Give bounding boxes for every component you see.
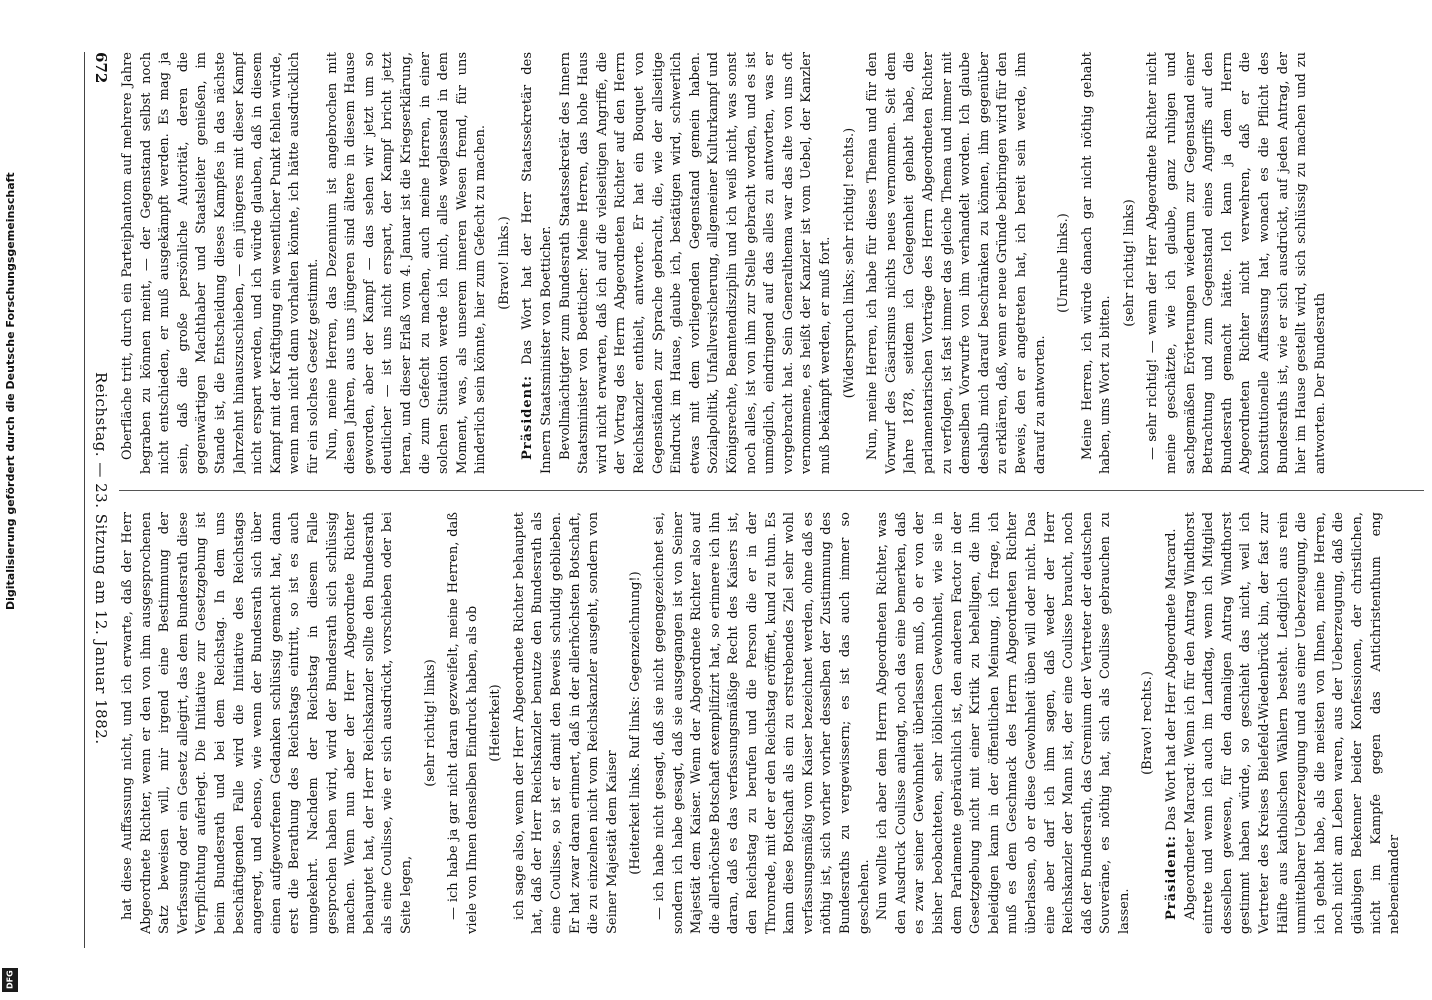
stage-direction: (Bravo! rechts.): [1140, 671, 1156, 775]
paragraph: [1163, 512, 1182, 934]
paragraph-text: Nun wollte ich aber dem Herrn Abgeordneten Richter, was den Ausdruck Coulisse anlangt, noch das eine bemerken, daß es zwar seiner Gewohnheit überlassen muß, ob er von der bisher beobachteten, sehr löblichen Gewohnheit, wie sie in dem Parlamente gebräuchlich ist, den anderen Factor in der Gesetzgebung nicht mit einer Kritik zu behelligen, die ihn beleidigen kann in der öffentlichen Meinung, ich frage, ich muß es dem Geschmack des Herrn Abgeordneten Richter überlassen, ob er diese Gewohnheit üben will oder nicht. Das eine aber darf ich ihm sagen, daß weder der Herr Reichskanzler der Mann ist, der eine Coulisse braucht, noch daß der Bundesrath, das Gremium der Vertreter der deutschen Souveräne, es nöthig hat, sich als Coulisse gebrauchen zu lassen.: [875, 512, 1132, 934]
paragraph: [1079, 52, 1116, 474]
paragraph-text: Oberfläche tritt, durch ein Parteiphantom auf mehrere Jahre begraben zu können meint, — der Gegenstand selbst noch nicht entschieden, er muß ausgekämpft werden. Es mag ja sein, daß die große persönliche Autorität, deren die gegenwärtigen Machthaber und Staatsleiter genießen, im Stande ist, die Entscheidung dieses Kampfes in das nächste Jahrzehnt hinauszuschieben, — ein jüngeres mit dieser Kampf nicht erspart werden, und ich würde glauben, daß in diesem Kampf mit der Kräftigung ein wesentlicher Punkt fehlen würde, wenn man nicht dann vorhalten könnte, ich hätte ausdrücklich für ein solches Gesetz gestimmt.: [120, 52, 321, 474]
speaker-label: Präsident:: [1164, 835, 1180, 920]
paragraph: [874, 512, 1134, 934]
left-column: [119, 52, 1424, 474]
paragraph-text: Nun, meine Herren, das Dezennium ist angebrochen mit diesen Jahren, aus uns jüngeren sind ältere in diesem Hause geworden, aber der Kampf — das sehen wir jetzt um so deutlicher — ist uns nicht erspart, der Kampf bricht jetzt heran, und dieser Erlaß vom 4. Januar ist die Kriegserklärung, die zum Gefecht zu machen, auch meine Herren, in einer solchen Situation werde ich mich, alles weglassend in dem Moment, was, als unserem inneren Wesen fremd, für uns hinderlich sein könnte, hier zum Gefecht zu machen.: [324, 52, 489, 474]
paragraph: [519, 52, 556, 474]
paragraph: [1182, 512, 1405, 934]
paragraph-text: — ich habe ja gar nicht daran gezweifelt, meine Herren, daß viele von Ihnen denselben Eindruck haben, als ob: [446, 512, 480, 934]
stage-direction: (sehr richtig! links): [422, 659, 438, 787]
paragraph: [864, 52, 1050, 474]
paragraph: [1144, 52, 1330, 474]
page-number: 672: [92, 52, 110, 84]
speaker-label: Präsident:: [520, 375, 536, 460]
header-rule: [84, 52, 85, 948]
paragraph-text: Bevollmächtigter zum Bundesrath Staatssekretär des Innern Staatsminister von Boetticher: Meine Herren, das hohe Haus wird nicht erwarten, daß ich auf die vielseitigen Angriffe, die der Vortrag des Herrn Abgeordneten Richter auf den Herrn Reichskanzler enthielt, antworte. Er hat ein Bouquet von Gegenständen zur Sprache gebracht, die, wie der allseitige Eindruck im Hause, glaube ich, bestätigen wird, schwerlich etwas mit dem vorliegenden Gegenstand gemein haben. Sozialpolitik, Unfallversicherung, allgemeiner Kulturkampf und Königsrechte, Beamtendisziplin und ich weiß nicht, was sonst noch alles, ist von ihm zur Stelle gebracht worden, und es ist unmöglich, eindringend auf das alles zu antworten, was er vorgebracht hat. Sein Generalthema war das alte von uns oft vernommene, es heißt der Kanzler ist vom Uebel, der Kanzler muß bekämpft werden, er muß fort.: [557, 52, 833, 474]
digitization-credit: Digitalisierung gefördert durch die Deutsche Forschungsgemeinschaft: [4, 172, 17, 610]
paragraph: [324, 52, 491, 474]
stage-direction: (sehr richtig! links): [1121, 199, 1137, 327]
paragraph-text: Nun, meine Herren, ich habe für dieses Thema und für den Vorwurf des Cäsarismus nichts neues vernommen. Seit dem Jahre 1878, seitdem ich Gelegenheit gehabt habe, die parlamentarischen Vorträge des Herrn Abgeordneten Richter zu verfolgen, ist fast immer das gleiche Thema und immer mit demselben Vorwurfe von ihm verhandelt worden. Ich glaube deshalb mich darauf beschränken zu können, ihm gegenüber zu erklären, daß, wenn er neue Gründe beibringen wird für den Beweis, den er angetreten hat, ich bereit sein werde, ihm darauf zu antworten.: [865, 52, 1048, 474]
paragraph: [119, 512, 417, 934]
dfg-logo: DFG: [2, 968, 18, 992]
paragraph-text: — sehr richtig! — wenn der Herr Abgeordnete Richter nicht meine geschätzte, wie ich glaube, ganz ruhigen und sachgemäßen Erörterungen wiederum zur Gegenstand einer Betrachtung und zum Gegenstand eines Angriffs auf den Bundesrath gemacht hätte. Ich kann ja dem Herrn Abgeordneten Richter nicht verwehren, daß er die konstitutionelle Auffassung hat, wonach es die Pflicht des Bundesraths ist, wie er sich ausdrückt, auf jeden Antrag, der hier im Hause gestellt wird, sich schlüssig zu machen und zu antworten. Der Bundesrath: [1145, 52, 1328, 474]
paragraph-text: Das Wort hat der Herr Staatssekretär des Innern Staatsminister von Boetticher.: [520, 52, 555, 474]
paragraph-text: hat diese Auffassung nicht, und ich erwarte, daß der Herr Abgeordnete Richter, wenn er den von ihm ausgesprochenen Satz beweisen will, mir irgend eine Bestimmung der Verfassung oder ein Gesetz allegirt, das dem Bundesrath diese Verpflichtung auferlegt. Die Initiative zur Gesetzgebung ist beim Bundesrath und bei dem Reichstag. In dem uns beschäftigenden Falle wird die Initiative des Reichstags angeregt, und ebenso, wie wenn der Bundesrath sich über einen aufgeworfenen Gedanken schlüssig gemacht hat, dann erst die Berathung des Reichstags eintritt, so ist es auch umgekehrt. Nachdem der Reichstag in diesem Falle gesprochen haben wird, wird der Bundesrath sich schlüssig machen. Wenn nun aber der Herr Abgeordnete Richter behauptet hat, der Herr Reichskanzler sollte den Bundesrath als eine Coulisse, wie er sich ausdrückt, vorschieben oder bei Seite legen,: [120, 512, 414, 934]
paragraph: [511, 512, 623, 934]
stage-direction: (Heiterkeit links. Ruf links: Gegenzeichnung!): [628, 571, 644, 875]
paragraph: [651, 512, 874, 934]
paragraph-text: Das Wort hat der Herr Abgeordnete Marcard.: [1164, 528, 1180, 831]
running-title: Reichstag. — 23. Sitzung am 12. Januar 1882.: [92, 372, 110, 745]
paragraph: [119, 52, 324, 474]
paragraph-text: Abgeordneter Marcard: Wenn ich für den Antrag Windthorst eintrete und wenn ich auch im Landtag, wenn ich Mitglied desselben gewesen, für den damaligen Antrag Windthorst gestimmt haben würde, so geschieht das nicht, weil ich Vertreter des Kreises Bielefeld-Wiedenbrück bin, der fast zur Hälfte aus katholischen Wählern besteht. Lediglich aus rein unmittelbarer Ueberzeugung und aus einer Ueberzeugung, die ich gehabt habe, als die meisten von Ihnen, meine Herren, noch nicht am Leben waren, aus der Ueberzeugung, daß die gläubigen Bekenner beider Konfessionen, der christlichen, nicht im Kampfe gegen das Antichristenthum eng nebeneinander: [1182, 512, 1403, 934]
paragraph: [445, 512, 482, 934]
stage-direction: (Bravo! links.): [496, 216, 512, 310]
paragraph-text: ich sage also, wenn der Herr Abgeordnete Richter behauptet hat, daß der Herr Reichskanzler benutze den Bundesrath als eine Coulisse, so ist er damit den Beweis schuldig geblieben. Er hat zwar daran erinnert, daß in der allerhöchsten Botschaft, die zu einzelnen nicht vom Reichskanzler ausgeht, sondern von Seiner Majestät dem Kaiser: [511, 512, 620, 934]
stage-direction: (Heiterkeit): [488, 684, 504, 762]
paragraph-text: — ich habe nicht gesagt, daß sie nicht gegengezeichnet sei, sondern ich habe gesagt, daß sie ausgegangen ist von Seiner Majestät dem Kaiser. Wenn der Abgeordnete Richter also auf die allerhöchste Botschaft exemplifizirt hat, so erinnere ich ihn daran, daß es das verfassungsmäßige Recht des Kaisers ist, den Reichstag zu berufen und die Person die er in der Thronrede, mit der er den Reichstag eröffnet, kund zu thun. Es kann diese Botschaft als ein zu erstrebendes Ziel sehr wohl verfassungsmäßig vom Kaiser bezeichnet werden, ohne daß es nöthig ist, sich vorher vorher desselben der Zustimmung des Bundesraths zu vergewissern; es ist das auch immer so geschehen.: [652, 512, 872, 934]
paragraph-text: Meine Herren, ich würde danach gar nicht nöthig gehabt haben, ums Wort zu bitten.: [1079, 52, 1114, 474]
right-column: [119, 512, 1424, 934]
stage-direction: (Unruhe links.): [1056, 213, 1072, 313]
paragraph: [557, 52, 836, 474]
column-divider: [119, 490, 1424, 491]
stage-direction: (Widerspruch links; sehr richtig! rechts.): [841, 127, 857, 399]
